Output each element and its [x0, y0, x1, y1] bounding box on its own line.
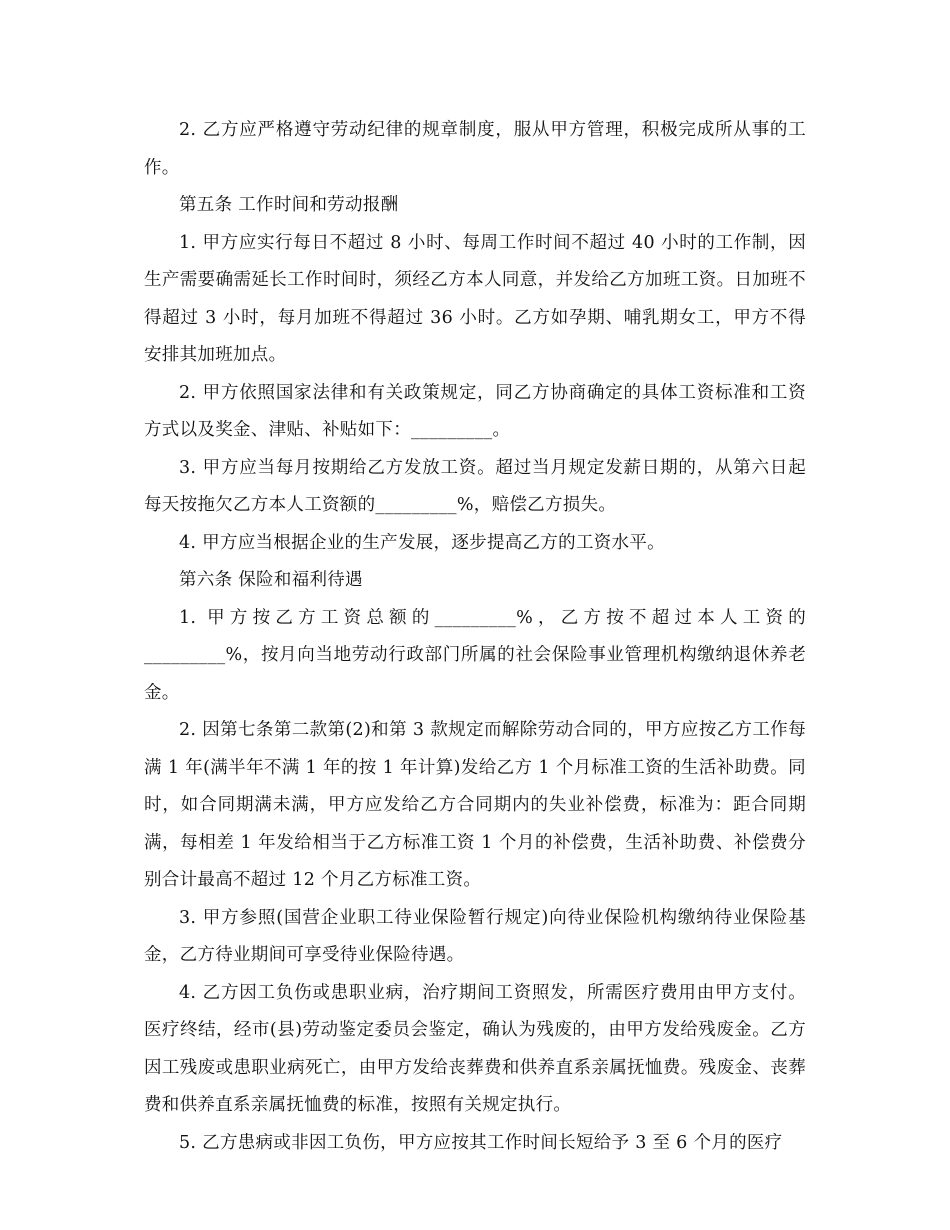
paragraph-clause-5-1: 1. 甲方应实行每日不超过 8 小时、每周工作时间不超过 40 小时的工作制，因生产需要确需延长工作时间时，须经乙方本人同意，并发给乙方加班工资。日加班不得超过 3 小时，每月加班不得超过 36 小时。乙方如孕期、哺乳期女工，甲方不得安排其加班加点。	[144, 232, 806, 365]
heading-article-5: 第五条 工作时间和劳动报酬	[179, 195, 399, 215]
paragraph-clause-5-4: 4. 甲方应当根据企业的生产发展，逐步提高乙方的工资水平。	[179, 532, 665, 553]
paragraph-clause-6-1: 1. 甲方按乙方工资总额的_________%，乙方按不超过本人工资的_________%，按月向当地劳动行政部门所属的社会保险事业管理机构缴纳退休养老金。	[144, 607, 806, 703]
document-body	[144, 112, 806, 1162]
paragraph-clause-6-4: 4. 乙方因工负伤或患职业病，治疗期间工资照发，所需医疗费用由甲方支付。医疗终结，经市(县)劳动鉴定委员会鉴定，确认为残废的，由甲方发给残废金。乙方因工残废或患职业病死亡，由甲方发给丧葬费和供养直系亲属抚恤费。残废金、丧葬费和供养直系亲属抚恤费的标准，按照有关规定执行。	[144, 982, 806, 1115]
paragraph-clause-6-3: 3. 甲方参照(国营企业职工待业保险暂行规定)向待业保险机构缴纳待业保险基金，乙方待业期间可享受待业保险待遇。	[144, 907, 806, 965]
paragraph-clause-5-3: 3. 甲方应当每月按期给乙方发放工资。超过当月规定发薪日期的，从第六日起每天按拖欠乙方本人工资额的_________%，赔偿乙方损失。	[144, 457, 806, 515]
paragraph-clause-6-5: 5. 乙方患病或非因工负伤，甲方应按其工作时间长短给予 3 至 6 个月的医疗	[179, 1132, 783, 1153]
paragraph-clause-6-2: 2. 因第七条第二款第(2)和第 3 款规定而解除劳动合同的，甲方应按乙方工作每满 1 年(满半年不满 1 年的按 1 年计算)发给乙方 1 个月标准工资的生活补助费。同时，如合同期满未满，甲方应发给乙方合同期内的失业补偿费，标准为：距合同期满，每相差 1 年发给相当于乙方标准工资 1 个月的补偿费，生活补助费、补偿费分别合计最高不超过 12 个月乙方标准工资。	[144, 720, 806, 890]
paragraph-clause-5-2: 2. 甲方依照国家法律和有关政策规定，同乙方协商确定的具体工资标准和工资方式以及奖金、津贴、补贴如下：_________。	[144, 382, 806, 440]
paragraph-clause-4-2: 2. 乙方应严格遵守劳动纪律的规章制度，服从甲方管理，积极完成所从事的工作。	[144, 120, 806, 178]
heading-article-6: 第六条 保险和福利待遇	[179, 570, 363, 590]
